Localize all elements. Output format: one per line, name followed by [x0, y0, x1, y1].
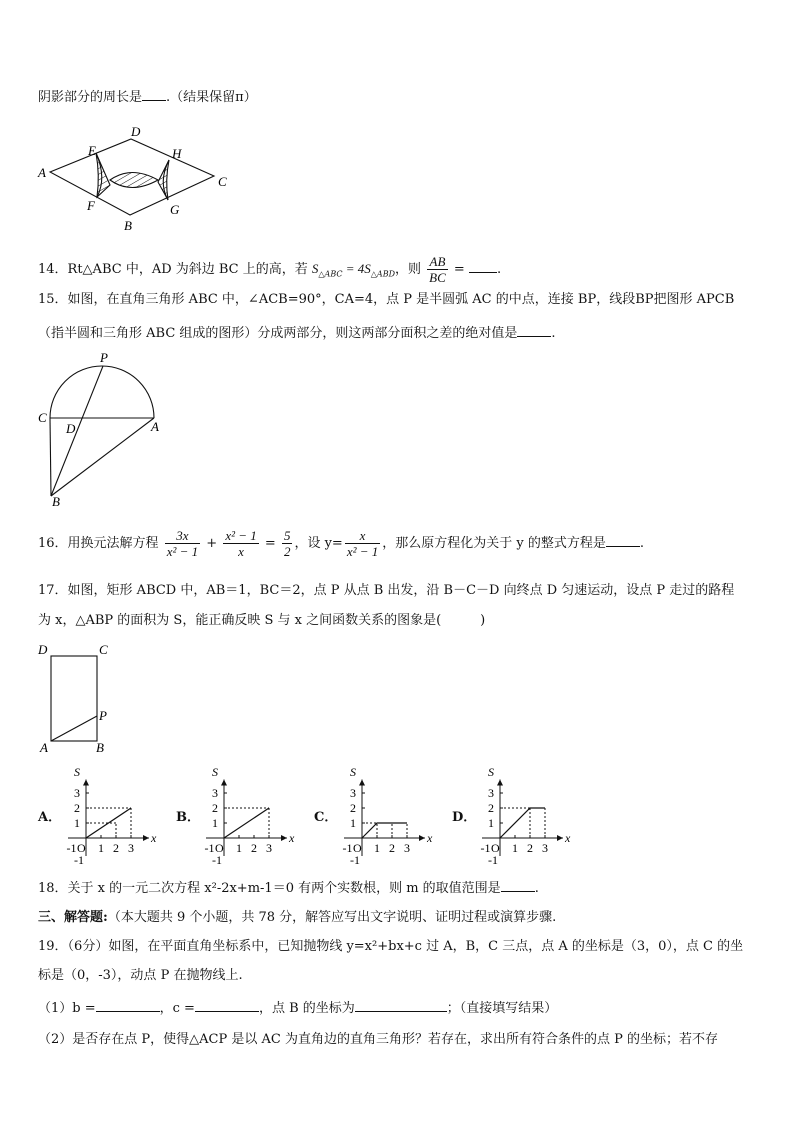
y-tick-label: 1 [488, 816, 494, 830]
label-A: A [38, 165, 46, 180]
y-tick-label: 3 [488, 786, 494, 800]
y-tick-label: 3 [212, 786, 218, 800]
origin-label: O [353, 841, 362, 855]
question-19-part1: （1）b = ，c = ，点 B 的坐标为 ；（直接填写结果） [38, 1001, 558, 1016]
x-tick-label: 1 [512, 841, 518, 855]
y-tick-label: 3 [74, 786, 80, 800]
x-tick-label: 3 [128, 841, 134, 855]
y-tick-label: 2 [74, 801, 80, 815]
label-B: B [124, 218, 132, 233]
y-axis-label: S [350, 765, 356, 779]
blank-b[interactable] [96, 999, 160, 1012]
fraction-x2-1-over-x: $\frac{\text{x² − 1}}{x}$ [225, 528, 257, 559]
y-neg-label: -1 [212, 853, 222, 867]
option-label-c[interactable]: C． [314, 810, 338, 825]
y-axis-arrow [497, 780, 503, 786]
x-tick-label: -1 [66, 841, 77, 855]
label-P: P [99, 708, 107, 723]
label-E: E [88, 143, 96, 158]
y-tick-label: 2 [488, 801, 494, 815]
question-18: 18．关于 x 的一元二次方程 x²-2x+m-1＝0 有两个实数根，则 m 的取值范围是 . [38, 881, 539, 896]
question-19-part2: （2）是否存在点 P，使得△ACP 是以 AC 为直角边的直角三角形？若存在，求出所有符合条件的点 P 的坐标；若不存 [38, 1032, 718, 1047]
x-tick-label: 2 [389, 841, 395, 855]
x-axis-arrow [557, 835, 563, 841]
question-15-line2: （指半圆和三角形 ABC 组成的图形）分成两部分，则这两部分面积之差的绝对值是 . [38, 326, 556, 341]
label-B: B [96, 740, 104, 755]
label-C: C [218, 174, 227, 189]
origin-label: O [491, 841, 500, 855]
option-label-b[interactable]: B． [176, 810, 200, 825]
question-16: 16．用换元法解方程 $\frac{3x}{\text{x² − 1}}$ + $\frac{\text{x² − 1}}{x}$ = $\frac{5}{2}$ ，设 y= $\frac{x}{\text{x² − 1}}$ ，那么原方程化为关于 y 的整式方程是 . [38, 528, 645, 559]
x-tick-label: 3 [404, 841, 410, 855]
label-A: A [40, 740, 48, 755]
label-D: D [131, 124, 141, 139]
question-19-line1: 19．（6分）如图，在平面直角坐标系中，已知抛物线 y=x²+bx+c 过 A，B，C 三点，点 A 的坐标是（3，0），点 C 的坐 [38, 939, 744, 954]
x-tick-label: -1 [480, 841, 491, 855]
label-H: H [172, 146, 182, 161]
label-C: C [99, 642, 108, 657]
x-tick-label: -1 [342, 841, 353, 855]
label-F: F [87, 198, 95, 213]
option-label-d[interactable]: D． [452, 810, 477, 825]
label-C: C [38, 410, 47, 425]
y-axis-label: S [212, 765, 218, 779]
function-graph [500, 808, 545, 838]
blank-b-point[interactable] [355, 999, 447, 1012]
x-axis-label: x [427, 831, 433, 845]
question-17-line1: 17．如图，矩形 ABCD 中，AB＝1，BC＝2，点 P 从点 B 出发，沿 B－C－D 向终点 D 匀速运动，设点 P 走过的路程 [38, 583, 735, 598]
x-tick-label: 1 [98, 841, 104, 855]
origin-label: O [215, 841, 224, 855]
x-tick-label: 1 [374, 841, 380, 855]
option-label-a[interactable]: A． [38, 810, 62, 825]
y-axis-label: S [74, 765, 80, 779]
y-tick-label: 3 [350, 786, 356, 800]
x-axis-label: x [289, 831, 295, 845]
y-tick-label: 2 [350, 801, 356, 815]
q13-answer-line: 阴影部分的周长是 .（结果保留π） [38, 90, 257, 105]
section-3-header: 三、解答题:（本大题共 9 个小题，共 78 分，解答应写出文字说明、证明过程或演算步骤. [38, 910, 557, 925]
y-tick-label: 1 [212, 816, 218, 830]
question-14: 14．Rt△ABC 中，AD 为斜边 BC 上的高，若 $S_{\triangle ABC} = 4S_{\triangle ABD}$，则 $\frac{AB}{BC}$ = . [38, 254, 502, 285]
y-axis-label: S [488, 765, 494, 779]
fraction-ab-bc: $\frac{AB}{BC}$ [429, 254, 446, 285]
y-neg-label: -1 [350, 853, 360, 867]
x-tick-label: 1 [236, 841, 242, 855]
label-B: B [52, 494, 60, 509]
y-neg-label: -1 [74, 853, 84, 867]
label-D: D [66, 421, 76, 436]
question-19-line2: 标是（0，-3），动点 P 在抛物线上. [38, 968, 243, 983]
question-15-line1: 15．如图，在直角三角形 ABC 中，∠ACB=90°，CA=4，点 P 是半圆弧 AC 的中点，连接 BP，线段BP把图形 APCB [38, 292, 735, 307]
x-axis-label: x [151, 831, 157, 845]
x-tick-label: 3 [266, 841, 272, 855]
label-D: D [38, 642, 48, 657]
x-tick-label: 2 [251, 841, 257, 855]
x-tick-label: 2 [527, 841, 533, 855]
x-tick-label: -1 [204, 841, 215, 855]
blank-c[interactable] [195, 999, 259, 1012]
fraction-5-2: $\frac{5}{2}$ [283, 528, 291, 559]
y-tick-label: 2 [212, 801, 218, 815]
question-17-line2: 为 x，△ABP 的面积为 S，能正确反映 S 与 x 之间函数关系的图象是( ) [38, 613, 486, 628]
fraction-3x: $\frac{3x}{\text{x² − 1}}$ [166, 528, 199, 559]
x-axis-label: x [565, 831, 571, 845]
label-A: A [151, 419, 159, 434]
x-tick-label: 3 [542, 841, 548, 855]
fraction-y-def: $\frac{x}{\text{x² − 1}}$ [346, 528, 379, 559]
y-tick-label: 1 [74, 816, 80, 830]
label-P: P [100, 350, 108, 365]
origin-label: O [77, 841, 86, 855]
y-tick-label: 1 [350, 816, 356, 830]
label-G: G [170, 202, 180, 217]
x-tick-label: 2 [113, 841, 119, 855]
answer-blank[interactable] [501, 879, 535, 892]
y-neg-label: -1 [488, 853, 498, 867]
